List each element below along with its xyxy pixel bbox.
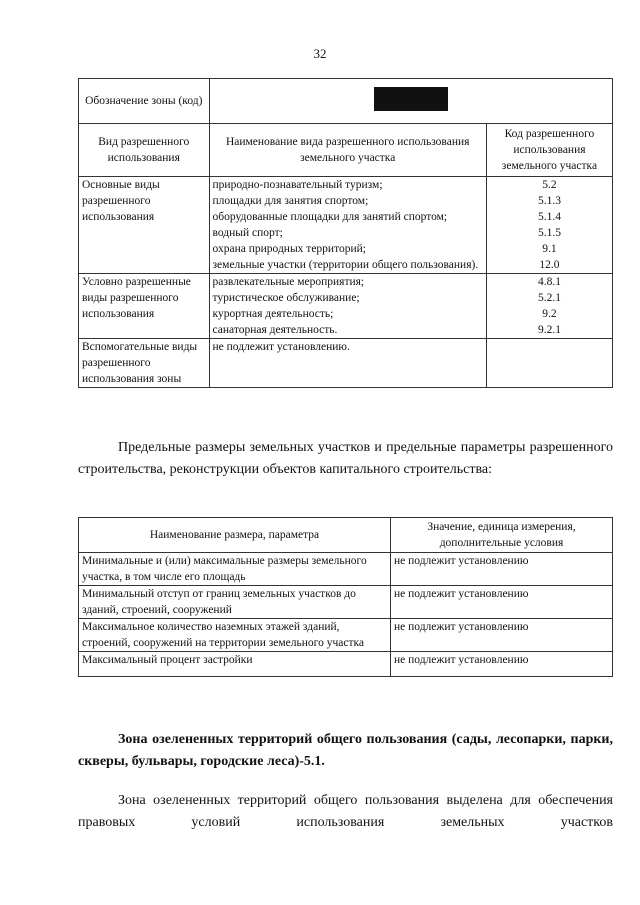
table-row <box>79 274 613 339</box>
zone-label-cell: Обозначение зоны (код) <box>79 79 210 124</box>
header-param: Наименование размера, параметра <box>79 518 391 553</box>
header-kind: Вид разрешенного использования <box>79 124 210 177</box>
parameters-table <box>78 517 613 677</box>
use-code: 4.8.1 <box>537 276 561 288</box>
limits-paragraph: Предельные размеры земельных участков и предельные параметры разрешенного строительства, реконструкции объектов капитального строительства: <box>78 440 613 477</box>
use-code: 5.2.1 <box>537 292 561 304</box>
use-name: площадки для занятия спортом; <box>212 195 369 207</box>
use-name: развлекательные мероприятия; <box>212 276 365 288</box>
use-kind-cell: Вспомогательные виды разрешенного использования зоны <box>79 339 210 388</box>
permitted-use-table <box>78 78 613 388</box>
value-cell: не подлежит установлению <box>391 553 613 586</box>
use-names-cell <box>209 339 486 388</box>
use-code: 5.1.5 <box>537 227 561 239</box>
param-cell: Максимальное количество наземных этажей зданий, строений, сооружений на территории земельного участка <box>79 619 391 652</box>
table-row <box>79 619 613 652</box>
table-row <box>79 177 613 274</box>
redacted-code-block <box>374 87 448 111</box>
use-name: оборудованные площадки для занятий спортом; <box>212 211 448 223</box>
use-code: 9.1 <box>542 243 557 255</box>
use-kind-cell: Условно разрешенные виды разрешенного использования <box>79 274 210 339</box>
table-row <box>79 553 613 586</box>
header-row <box>79 124 613 177</box>
zone-code-cell <box>209 79 612 124</box>
param-cell: Минимальные и (или) максимальные размеры земельного участка, в том числе его площадь <box>79 553 391 586</box>
use-name: охрана природных территорий; <box>212 243 366 255</box>
zone-code-row <box>79 79 613 124</box>
param-cell: Минимальный отступ от границ земельных участков до зданий, строений, сооружений <box>79 586 391 619</box>
use-codes-cell <box>486 177 612 274</box>
use-code: 5.1.3 <box>537 195 561 207</box>
use-names-cell <box>209 177 486 274</box>
header-value: Значение, единица измерения, дополнительные условия <box>391 518 613 553</box>
use-name: курортная деятельность; <box>212 308 334 320</box>
zone-description-paragraph: Зона озелененных территорий общего пользования выделена для обеспечения правовых условий использования земельных участков <box>78 793 613 830</box>
use-name: не подлежит установлению. <box>212 341 350 353</box>
value-cell: не подлежит установлению <box>391 652 613 677</box>
use-codes-cell <box>486 274 612 339</box>
use-code: 9.2 <box>542 308 557 320</box>
table-row <box>79 652 613 677</box>
use-name: туристическое обслуживание; <box>212 292 360 304</box>
param-cell: Максимальный процент застройки <box>79 652 391 677</box>
use-name: санаторная деятельность. <box>212 324 338 336</box>
header-code: Код разрешенного использования земельного участка <box>486 124 612 177</box>
header-name: Наименование вида разрешенного использования земельного участка <box>209 124 486 177</box>
use-names-cell <box>209 274 486 339</box>
zone-heading: Зона озелененных территорий общего пользования (сады, лесопарки, парки, скверы, бульвары, городские леса)-5.1. <box>78 732 613 769</box>
use-kind-cell: Основные виды разрешенного использования <box>79 177 210 274</box>
use-code: 12.0 <box>539 259 560 271</box>
value-cell: не подлежит установлению <box>391 586 613 619</box>
page-number: 32 <box>313 46 327 61</box>
table-row <box>79 586 613 619</box>
table-row <box>79 339 613 388</box>
value-cell: не подлежит установлению <box>391 619 613 652</box>
use-name: водный спорт; <box>212 227 283 239</box>
use-code: 5.1.4 <box>537 211 561 223</box>
use-codes-cell <box>486 339 612 388</box>
header-row <box>79 518 613 553</box>
use-code: 5.2 <box>542 179 557 191</box>
use-code: 9.2.1 <box>537 324 561 336</box>
use-name: природно-познавательный туризм; <box>212 179 383 191</box>
use-name: земельные участки (территории общего пользования). <box>212 259 479 271</box>
